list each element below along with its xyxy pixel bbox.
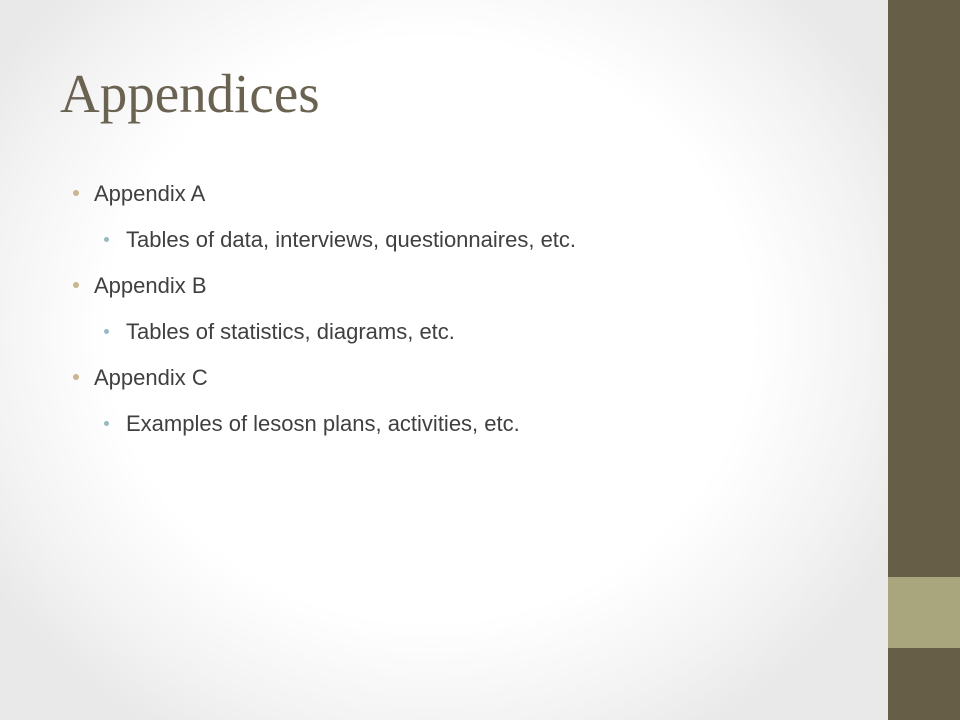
side-bar-accent <box>888 577 960 648</box>
bullet-list <box>0 172 576 448</box>
sub-bullet-item-appendix-b <box>0 310 576 356</box>
bullet-item-appendix-b <box>0 264 576 310</box>
sub-bullet-text: Examples of lesosn plans, activities, etc. <box>126 411 520 436</box>
slide-title: Appendices <box>60 63 320 124</box>
sub-bullet-item-appendix-c <box>0 402 576 448</box>
bullet-text: Appendix C <box>94 365 208 390</box>
sub-bullet-text: Tables of statistics, diagrams, etc. <box>126 319 455 344</box>
bullet-item-appendix-a <box>0 172 576 218</box>
sub-bullet-text: Tables of data, interviews, questionnaires, etc. <box>126 227 577 252</box>
sub-bullet-dot-icon <box>104 421 109 426</box>
bullet-item-appendix-c <box>0 356 576 402</box>
sub-bullet-item-appendix-a <box>0 218 576 264</box>
bullet-text: Appendix B <box>94 273 207 298</box>
sub-bullet-dot-icon <box>104 237 109 242</box>
bullet-text: Appendix A <box>94 181 206 206</box>
sub-bullet-dot-icon <box>104 329 109 334</box>
bullet-dot-icon <box>73 374 79 380</box>
bullet-dot-icon <box>73 282 79 288</box>
side-bar-dark-top <box>888 0 960 577</box>
side-bar-dark-bottom <box>888 648 960 720</box>
bullet-dot-icon <box>73 190 79 196</box>
